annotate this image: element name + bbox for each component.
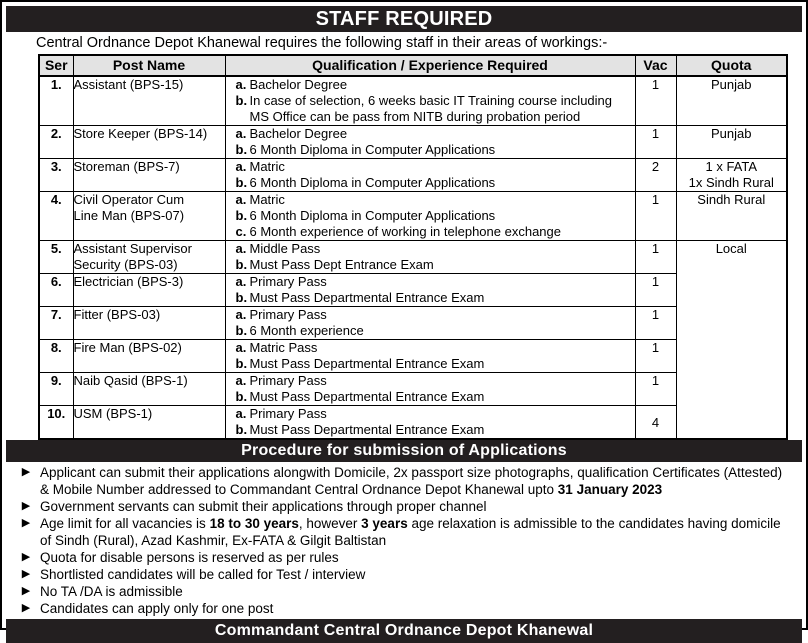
procedure-item	[12, 515, 798, 549]
qualification-item	[226, 159, 635, 175]
table-row	[39, 373, 787, 406]
cell-qualification	[225, 192, 635, 241]
cell-ser: 8.	[39, 340, 73, 373]
qualification-text	[250, 93, 635, 125]
qualification-text	[250, 422, 635, 438]
column-header-vac: Vac	[635, 55, 676, 76]
qualification-label: b.	[235, 142, 248, 157]
qualification-text-line: Matric	[249, 159, 285, 174]
post-name-line: Assistant Supervisor	[73, 241, 192, 256]
qualification-text	[250, 373, 635, 389]
qualification-item	[226, 356, 635, 372]
procedure-heading: Procedure for submission of Applications	[6, 440, 802, 462]
cell-vacancies: 1	[635, 76, 676, 126]
procedure-item	[12, 566, 798, 583]
qualification-item	[226, 208, 635, 224]
cell-vacancies: 2	[635, 159, 676, 192]
qualification-list	[226, 241, 635, 273]
cell-qualification	[225, 307, 635, 340]
qualification-label: a.	[235, 373, 247, 388]
procedure-item-text: Quota for disable persons is reserved as per rules	[40, 550, 339, 565]
qualification-text	[250, 126, 635, 142]
cell-quota-merged	[676, 241, 787, 440]
post-name-line: Electrician (BPS-3)	[73, 274, 184, 289]
post-name-line: Security (BPS-03)	[73, 257, 178, 272]
qualification-text	[250, 224, 635, 240]
qualification-text-line: Matric Pass	[249, 340, 318, 355]
cell-vacancies: 1	[635, 274, 676, 307]
column-header-post: Post Name	[73, 55, 225, 76]
qualification-item	[226, 323, 635, 339]
post-name-line: Fire Man (BPS-02)	[73, 340, 182, 355]
qualification-label: a.	[235, 274, 247, 289]
procedure-item-text: No TA /DA is admissible	[40, 584, 183, 599]
qualification-item	[226, 142, 635, 158]
qualification-text-line: Must Pass Departmental Entrance Exam	[249, 422, 485, 437]
cell-vacancies: 1	[635, 126, 676, 159]
table-row	[39, 307, 787, 340]
qualification-item	[226, 257, 635, 273]
triangle-bullet-icon: ▶	[21, 466, 31, 478]
qualification-text	[250, 142, 635, 158]
footer-authority: Commandant Central Ordnance Depot Khanewal	[6, 619, 802, 643]
procedure-item-text: Candidates can apply only for one post	[40, 601, 274, 616]
table-row	[39, 274, 787, 307]
procedure-item-text: Government servants can submit their applications through proper channel	[40, 499, 487, 514]
table-row	[39, 126, 787, 159]
table-row	[39, 76, 787, 126]
cell-ser: 7.	[39, 307, 73, 340]
cell-ser: 10.	[39, 406, 73, 440]
qualification-list	[226, 159, 635, 191]
cell-vacancies: 1	[635, 307, 676, 340]
table-row	[39, 340, 787, 373]
triangle-bullet-icon: ▶	[21, 585, 31, 597]
qualification-text	[250, 159, 635, 175]
quota-line: Punjab	[711, 126, 752, 141]
qualification-text-line: In case of selection, 6 weeks basic IT Training course including	[249, 93, 613, 108]
qualification-text	[250, 192, 635, 208]
cell-post-name	[73, 373, 225, 406]
qualification-text-line: 6 Month experience	[249, 323, 364, 338]
procedure-item	[12, 583, 798, 600]
procedure-item	[12, 549, 798, 566]
table-header	[39, 55, 787, 76]
qualification-label: b.	[235, 208, 248, 223]
qualification-label: b.	[235, 323, 248, 338]
qualification-list	[226, 77, 635, 125]
qualification-list	[226, 274, 635, 306]
qualification-text-line: 6 Month Diploma in Computer Applications	[249, 175, 496, 190]
qualification-list	[226, 373, 635, 405]
qualification-text-line: 6 Month Diploma in Computer Applications	[249, 208, 496, 223]
qualification-text	[250, 274, 635, 290]
post-name-line: USM (BPS-1)	[73, 406, 153, 421]
triangle-bullet-icon: ▶	[21, 551, 31, 563]
triangle-bullet-icon: ▶	[21, 500, 31, 512]
column-header-qual: Qualification / Experience Required	[225, 55, 635, 76]
table-row	[39, 192, 787, 241]
qualification-text-line: Must Pass Dept Entrance Exam	[249, 257, 434, 272]
cell-qualification	[225, 159, 635, 192]
cell-post-name	[73, 76, 225, 126]
cell-ser: 1.	[39, 76, 73, 126]
cell-post-name	[73, 406, 225, 440]
cell-ser: 5.	[39, 241, 73, 274]
cell-ser: 2.	[39, 126, 73, 159]
cell-vacancies: 1	[635, 373, 676, 406]
post-name-line: Storeman (BPS-7)	[73, 159, 180, 174]
cell-vacancies: 1	[635, 241, 676, 274]
qualification-text	[250, 208, 635, 224]
column-header-quota: Quota	[676, 55, 787, 76]
jobs-table-container	[2, 54, 806, 440]
procedure-item	[12, 498, 798, 515]
qualification-label: a.	[235, 192, 247, 207]
qualification-label: a.	[235, 241, 247, 256]
qualification-item	[226, 77, 635, 93]
qualification-text-line: Bachelor Degree	[249, 126, 348, 141]
procedure-item-text: Applicant can submit their applications alongwith Domicile, 2x passport size photographs, qualification Certificates (Attested) & Mobile Number addressed to Commandant Central Ordnance Depot Khanewal upto 31 January 2023	[40, 465, 783, 497]
cell-post-name	[73, 340, 225, 373]
cell-qualification	[225, 340, 635, 373]
qualification-item	[226, 422, 635, 438]
qualification-text-line: 6 Month experience of working in telephone exchange	[249, 224, 561, 239]
intro-text: Central Ordnance Depot Khanewal requires the following staff in their areas of workings:-	[36, 35, 608, 51]
qualification-label: a.	[235, 307, 247, 322]
qualification-text-line: Bachelor Degree	[249, 77, 348, 92]
qualification-text-line: Primary Pass	[249, 406, 327, 421]
qualification-label: b.	[235, 356, 248, 371]
cell-ser: 4.	[39, 192, 73, 241]
qualification-item	[226, 274, 635, 290]
quota-line: Sindh Rural	[697, 192, 766, 207]
cell-quota	[676, 126, 787, 159]
triangle-bullet-icon: ▶	[21, 602, 31, 614]
cell-post-name	[73, 274, 225, 307]
qualification-text	[250, 307, 635, 323]
qualification-text-line: MS Office can be pass from NITB during probation period	[249, 109, 581, 124]
cell-ser: 6.	[39, 274, 73, 307]
qualification-label: b.	[235, 422, 248, 437]
cell-qualification	[225, 373, 635, 406]
qualification-item	[226, 241, 635, 257]
cell-vacancies: 1	[635, 340, 676, 373]
qualification-item	[226, 340, 635, 356]
post-name-line: Store Keeper (BPS-14)	[73, 126, 208, 141]
qualification-list	[226, 126, 635, 158]
qualification-text-line: Must Pass Departmental Entrance Exam	[249, 356, 485, 371]
cell-quota	[676, 76, 787, 126]
qualification-label: b.	[235, 93, 248, 108]
qualification-text	[250, 389, 635, 405]
cell-post-name	[73, 241, 225, 274]
quota-line: 1 x FATA	[705, 159, 758, 174]
cell-post-name	[73, 126, 225, 159]
qualification-label: a.	[235, 126, 247, 141]
cell-vacancies: 1	[635, 192, 676, 241]
page-title: STAFF REQUIRED	[6, 6, 802, 32]
qualification-label: b.	[235, 290, 248, 305]
qualification-label: a.	[235, 77, 247, 92]
qualification-item	[226, 192, 635, 208]
cell-qualification	[225, 126, 635, 159]
qualification-list	[226, 340, 635, 372]
qualification-text	[250, 406, 635, 422]
cell-qualification	[225, 76, 635, 126]
procedure-item	[12, 464, 798, 498]
cell-qualification	[225, 274, 635, 307]
procedure-item-text: Age limit for all vacancies is 18 to 30 years, however 3 years age relaxation is admissible to the candidates having domicile of Sindh (Rural), Azad Kashmir, Ex-FATA & Gilgit Baltistan	[40, 516, 781, 548]
post-name-line: Civil Operator Cum	[73, 192, 185, 207]
qualification-item	[226, 224, 635, 240]
qualification-text	[250, 241, 635, 257]
qualification-label: b.	[235, 257, 248, 272]
qualification-item	[226, 373, 635, 389]
quota-line: Local	[715, 241, 747, 256]
qualification-text	[250, 356, 635, 372]
qualification-text	[250, 290, 635, 306]
qualification-text-line: Must Pass Departmental Entrance Exam	[249, 389, 485, 404]
procedure-list	[2, 462, 806, 619]
procedure-item	[12, 600, 798, 617]
cell-quota	[676, 192, 787, 241]
quota-line: Punjab	[711, 77, 752, 92]
cell-quota	[676, 159, 787, 192]
cell-ser: 9.	[39, 373, 73, 406]
cell-post-name	[73, 192, 225, 241]
table-body	[39, 76, 787, 439]
qualification-item	[226, 126, 635, 142]
qualification-label: c.	[235, 224, 247, 239]
table-row	[39, 241, 787, 274]
post-name-line: Fitter (BPS-03)	[73, 307, 161, 322]
qualification-list	[226, 307, 635, 339]
cell-qualification	[225, 241, 635, 274]
cell-qualification	[225, 406, 635, 440]
qualification-item	[226, 406, 635, 422]
qualification-text	[250, 257, 635, 273]
qualification-text	[250, 323, 635, 339]
cell-ser: 3.	[39, 159, 73, 192]
post-name-line: Line Man (BPS-07)	[73, 208, 185, 223]
cell-post-name	[73, 307, 225, 340]
qualification-text-line: Middle Pass	[249, 241, 321, 256]
qualification-text-line: 6 Month Diploma in Computer Applications	[249, 142, 496, 157]
post-name-line: Assistant (BPS-15)	[73, 77, 184, 92]
qualification-label: b.	[235, 175, 248, 190]
qualification-text	[250, 175, 635, 191]
qualification-text-line: Primary Pass	[249, 373, 327, 388]
post-name-line: Naib Qasid (BPS-1)	[73, 373, 188, 388]
triangle-bullet-icon: ▶	[21, 568, 31, 580]
qualification-text-line: Matric	[249, 192, 285, 207]
jobs-table	[38, 54, 788, 440]
procedure-item-text: Shortlisted candidates will be called for Test / interview	[40, 567, 366, 582]
qualification-text-line: Must Pass Departmental Entrance Exam	[249, 290, 485, 305]
quota-line: 1x Sindh Rural	[688, 175, 774, 190]
qualification-label: a.	[235, 406, 247, 421]
cell-vacancies: 4	[635, 406, 676, 440]
qualification-item	[226, 93, 635, 125]
triangle-bullet-icon: ▶	[21, 517, 31, 529]
table-row	[39, 159, 787, 192]
qualification-item	[226, 175, 635, 191]
qualification-label: b.	[235, 389, 248, 404]
table-header-row	[39, 55, 787, 76]
qualification-item	[226, 389, 635, 405]
qualification-text-line: Primary Pass	[249, 307, 327, 322]
column-header-ser: Ser	[39, 55, 73, 76]
qualification-text	[250, 77, 635, 93]
qualification-text	[250, 340, 635, 356]
cell-post-name	[73, 159, 225, 192]
table-row	[39, 406, 787, 440]
qualification-label: a.	[235, 159, 247, 174]
qualification-list	[226, 406, 635, 438]
qualification-list	[226, 192, 635, 240]
qualification-item	[226, 290, 635, 306]
qualification-text-line: Primary Pass	[249, 274, 327, 289]
qualification-label: a.	[235, 340, 247, 355]
qualification-item	[226, 307, 635, 323]
